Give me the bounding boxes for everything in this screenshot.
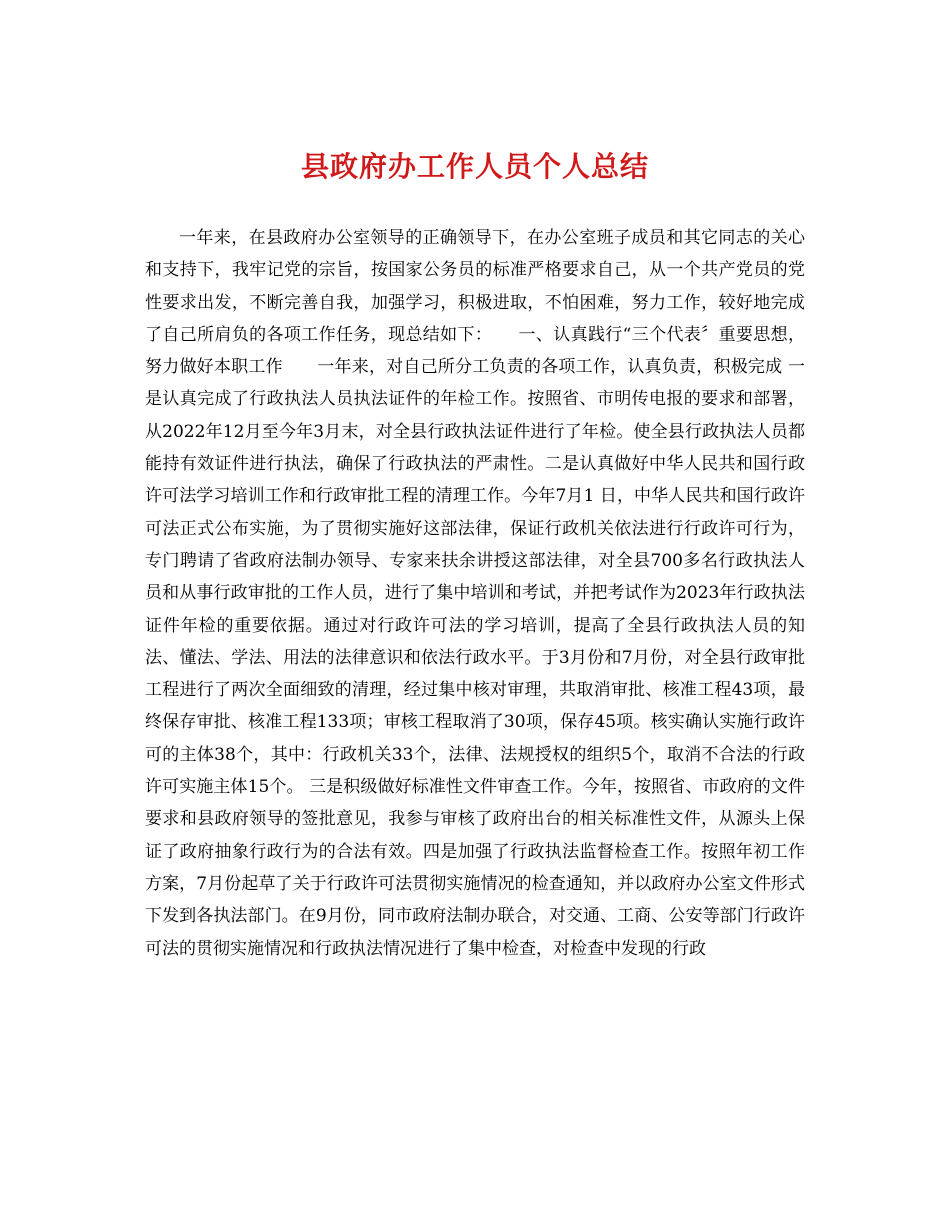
document-title: 县政府办工作人员个人总结 — [300, 149, 649, 183]
body-paragraph: 一年来，在县政府办公室领导的正确领导下，在办公室班子成员和其它同志的关心和支持下，我牢记党的宗旨，按国家公务员的标准严格要求自己，从一个共产党员的党性要求出发，不断完善自我，加强学习，积极进取，不怕困难，努力工作，较好地完成了自己所肩负的各项工作任务，现总结如下： 一、认真践行“三个代表〞重要思想，努力做好本职工作 一年来，对自己所分工负责的各项工作，认真负责，积极完成 一是认真完成了行政执法人员执法证件的年检工作。按照省、市明传电报的要求和部署，从2022年12月至今年3月末，对全县行政执法证件进行了年检。使全县行政执法人员都能持有效证件进行执法，确保了行政执法的严肃性。二是认真做好中华人民共和国行政许可法学习培训工作和行政审批工程的清理工作。今年7月1 日，中华人民共和国行政许可法正式公布实施，为了贯彻实施好这部法律，保证行政机关依法进行行政许可行为，专门聘请了省政府法制办领导、专家来扶余讲授这部法律，对全县700多名行政执法人员和从事行政审批的工作人员，进行了集中培训和考试，并把考试作为2023年行政执法证件年检的重要依据。通过对行政许可法的学习培训，提高了全县行政执法人员的知法、懂法、学法、用法的法律意识和依法行政水平。于3月份和7月份，对全县行政审批工程进行了两次全面细致的清理，经过集中核对审理，共取消审批、核准工程43项，最终保存审批、核准工程133项；审核工程取消了30项，保存45项。核实确认实施行政许可的主体38个，其中：行政机关33个，法律、法规授权的组织5个，取消不合法的行政许可实施主体15个。 三是积级做好标准性文件审查工作。今年，按照省、市政府的文件要求和县政府领导的签批意见，我参与审核了政府出台的相关标准性文件，从源头上保证了政府抽象行政行为的合法有效。四是加强了行政执法监督检查工作。按照年初工作方案，7月份起草了关于行政许可法贯彻实施情况的检查通知，并以政府办公室文件形式下发到各执法部门。在9月份，同市政府法制办联合，对交通、工商、公安等部门行政许可法的贯彻实施情况和行政执法情况进行了集中检查，对检查中发现的行政 — [145, 228, 805, 959]
